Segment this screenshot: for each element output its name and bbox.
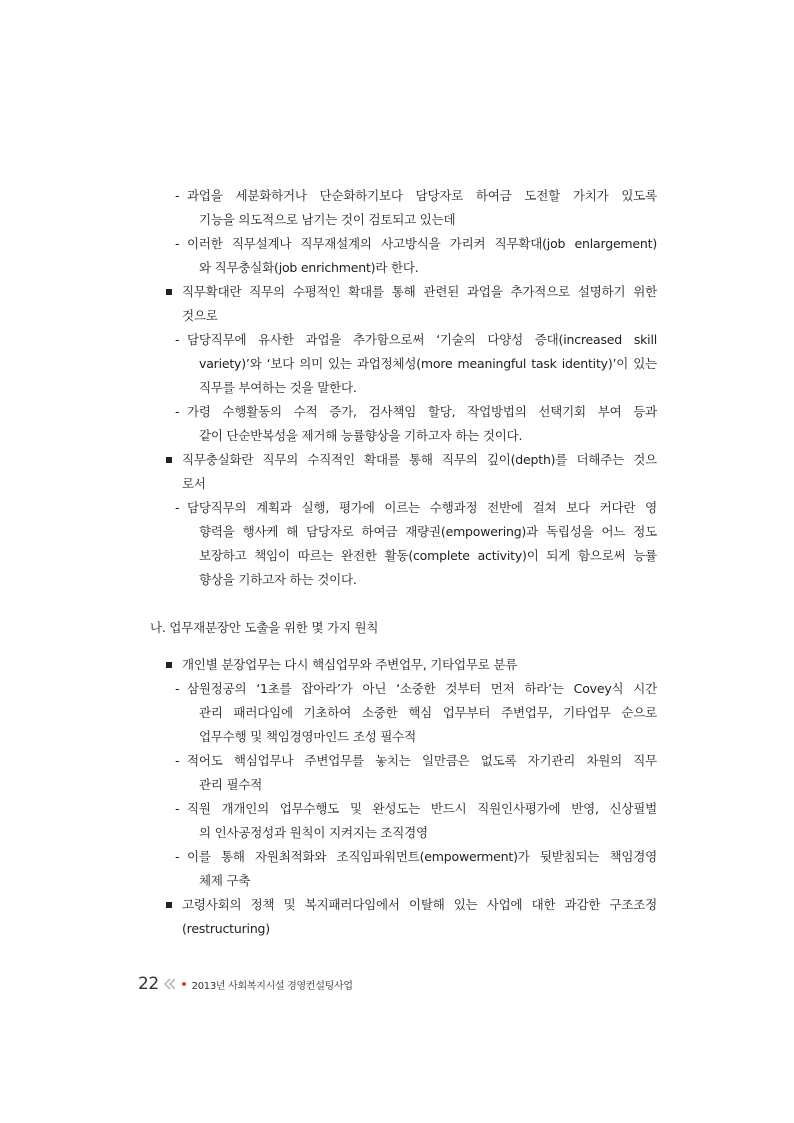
text-line: 향상을 기하고자 하는 것이다. — [199, 572, 357, 587]
document-body — [150, 184, 657, 941]
text-line: 것으로 — [182, 308, 218, 323]
text-line: 로서 — [182, 476, 206, 491]
text-line: 업무수행 및 책임경영마인드 조성 필수적 — [199, 729, 416, 744]
square-bullet-icon — [166, 662, 172, 668]
text-line: 와 직무충실화(job enrichment)라 한다. — [199, 260, 419, 275]
text-line: 같이 단순반복성을 제거해 능률향상을 기하고자 하는 것이다. — [199, 428, 523, 443]
text-line: - 직원 개개인의 업무수행도 및 완성도는 반드시 직원인사평가에 반영, 신상필벌 — [175, 801, 657, 816]
text-line: variety)’와 ‘보다 의미 있는 과업정체성(more meaningful task identity)’이 있는 — [199, 356, 657, 371]
text-line: - 담당직무에 유사한 과업을 추가함으로써 ‘기술의 다양성 증대(increased skill — [175, 332, 657, 347]
section-heading: 나. 업무재분장안 도출을 위한 몇 가지 원칙 — [150, 620, 379, 635]
text-line: 기능을 의도적으로 남기는 것이 검토되고 있는데 — [199, 212, 456, 227]
page-number: 22 — [138, 974, 159, 994]
bullet-item: 직무확대란 직무의 수평적인 확대를 통해 관련된 과업을 추가적으로 설명하기 위한 — [182, 280, 657, 304]
bullet-item: 직무충실화란 직무의 수직적인 확대를 통해 직무의 깊이(depth)를 더해주는 것으 — [182, 448, 657, 472]
text-line: - 이러한 직무설계나 직무재설계의 사고방식을 가리켜 직무확대(job enlargement) — [175, 236, 657, 251]
bullet-item: 고령사회의 정책 및 복지패러다임에서 이탈해 있는 사업에 대한 과감한 구조조정 — [182, 893, 657, 917]
text-line: (restructuring) — [182, 921, 270, 936]
text-line: 보장하고 책임이 따르는 완전한 활동(complete activity)이 되게 함으로써 능률 — [199, 548, 657, 563]
text-line: 체제 구축 — [199, 873, 251, 888]
footer-title: 2013년 사회복지시설 경영컨설팅사업 — [191, 980, 353, 992]
square-bullet-icon — [166, 457, 172, 463]
text-line: - 적어도 핵심업무나 주변업무를 놓치는 일만큼은 없도록 자기관리 차원의 직무 — [175, 753, 657, 768]
text-line: - 가령 수행활동의 수적 증가, 검사책임 할당, 작업방법의 선택기회 부여 등과 — [175, 404, 657, 419]
text-line: 관리 필수적 — [199, 777, 263, 792]
text-line: - 이를 통해 자원최적화와 조직임파워먼트(empowerment)가 뒷받침되는 책임경영 — [175, 849, 657, 864]
bullet-item: 개인별 분장업무는 다시 핵심업무와 주변업무, 기타업무로 분류 — [182, 653, 657, 677]
square-bullet-icon — [166, 902, 172, 908]
text-line: - 삼원정공의 ‘1초를 잡아라’가 아닌 ‘소중한 것부터 먼저 하라’는 Covey식 시간 — [175, 681, 657, 696]
bullet-dot-icon — [182, 982, 186, 986]
text-line: - 담당직무의 계획과 실행, 평가에 이르는 수행과정 전반에 걸쳐 보다 커다란 영 — [175, 500, 657, 515]
text-line: 직무를 부여하는 것을 말한다. — [199, 380, 357, 395]
text-line: 향력을 행사케 해 담당자로 하여금 재량권(empowering)과 독립성을 어느 정도 — [199, 524, 657, 539]
text-line: - 과업을 세분화하거나 단순화하기보다 담당자로 하여금 도전할 가치가 있도록 — [175, 188, 657, 203]
text-line: 의 인사공정성과 원칙이 지켜지는 조직경영 — [199, 825, 428, 840]
text-line: 관리 패러다임에 기초하여 소중한 핵심 업무부터 주변업무, 기타업무 순으로 — [199, 705, 657, 720]
page-footer — [138, 972, 353, 996]
double-chevron-left-icon — [163, 977, 177, 991]
square-bullet-icon — [166, 289, 172, 295]
